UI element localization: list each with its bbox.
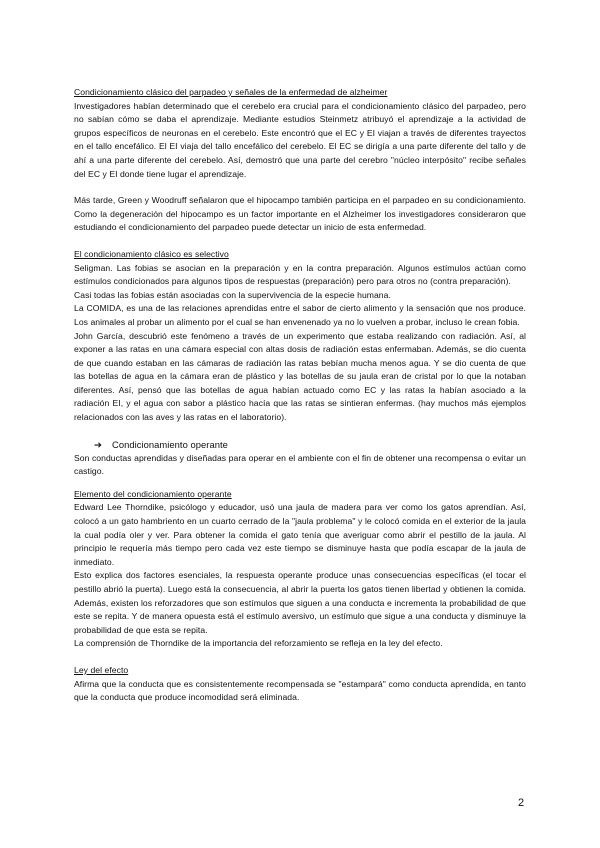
section-heading-eyeblink: Condicionamiento clásico del parpadeo y señales de la enfermedad de alzheimer xyxy=(74,87,388,97)
paragraph-garcia: John García, descubrió este fenómeno a través de un experimento que estaba realizando con radiación. Así, al exponer a las ratas en una cámara especial con altas dosis de radiación estas enfermaban. Además, se dio cuenta de que cuando estaban en las cámaras de radiación las ratas bebían mucha menos agua. Y se dio cuenta de que las botellas de agua en la cámara eran de plástico y las botellas de su jaula eran de cristal por lo que la notaban diferentes. Así, pensó que las botellas de agua habían actuado como EC y las ratas la habían asociado a la radiación EI, y el agua con sabor a plástico hacía que las ratas se sintieran enfermas. (hay muchos más ejemplos relacionados con las aves y las ratas en el laboratorio). xyxy=(74,330,526,423)
paragraph-phobias: Casi todas las fobias están asociadas con la supervivencia de la especie humana. xyxy=(74,289,391,300)
page-number: 2 xyxy=(518,797,525,809)
bullet-operant xyxy=(94,438,526,452)
section-heading-law-of-effect: Ley del efecto xyxy=(74,664,129,675)
paragraph-factors: Esto explica dos factores esenciales, la respuesta operante produce unas consecuencias específicas (el tocar el pestillo abrió la puerta). Luego está la consecuencia, al abrir la puerta los gatos tienen libertad y obtienen la comida. Además, existen los reforzadores que son estímulos que siguen a una conducta e incrementa la probabilidad de que este se repita. Y de manera opuesta está el estímulo aversivo, un estímulo que sigue a una conducta y disminuye la probabilidad de que esta se repita. xyxy=(74,570,526,635)
paragraph-law-reference: La comprensión de Thorndike de la importancia del reforzamiento se refleja en la ley del efecto. xyxy=(74,638,443,649)
paragraph-operant-definition: Son conductas aprendidas y diseñadas para operar en el ambiente con el fin de obtener una recompensa o evitar un castigo. xyxy=(74,452,526,477)
section-heading-element: Elemento del condicionamiento operante xyxy=(74,488,232,499)
page-content xyxy=(74,86,526,705)
bullet-label: Condicionamiento operante xyxy=(112,438,228,450)
paragraph-seligman: Seligman. Las fobias se asocian en la preparación y en la contra preparación. Algunos estímulos actúan como estímulos condicionados para algunos tipos de respuestas (preparación) pero para otros no (contra preparación). xyxy=(74,262,526,287)
paragraph-thorndike: Edward Lee Thorndike, psicólogo y educador, usó una jaula de madera para ver como los gatos aprendían. Así, colocó a un gato hambriento en un cuarto cerrado de la "jaula problema" y le colocó comida en el exterior de la jaula la cual podía oler y ver. Para obtener la comida el gato tenía que averiguar como abrir el pestillo de la jaula. Al principio le requería más tiempo pero cada vez este tiempo se disminuye hasta que podía escapar de la jaula de inmediato. xyxy=(74,502,526,567)
section-heading-selective: El condicionamiento clásico es selectivo xyxy=(74,248,229,259)
paragraph-food: La COMIDA, es una de las relaciones aprendidas entre el sabor de cierto alimento y la sensación que nos produce. Los animales al probar un alimento por el cual se han envenenado ya no lo vuelven a probar, incluso le crean fobia. xyxy=(74,303,526,327)
paragraph-law-of-effect: Afirma que la conducta que es consistentemente recompensada se "estampará" como conducta aprendida, en tanto que la conducta que produce incomodidad será eliminada. xyxy=(74,678,526,703)
paragraph-hippocampus: Más tarde, Green y Woodruff señalaron que el hipocampo también participa en el parpadeo en su condicionamiento. Como la degeneración del hipocampo es un factor importante en el Alzheimer los investigadores consideraron que estudiando el condicionamiento del parpadeo puede detectar un inicio de esta enfermedad. xyxy=(74,195,526,233)
paragraph-steinmetz: Investigadores habían determinado que el cerebelo era crucial para el condicionamiento clásico del parpadeo, pero no sabían cómo se daba el aprendizaje. Mediante estudios Steinmetz atribuyó el aprendizaje a la actividad de grupos específicos de neuronas en el cerebelo. Este encontró que el EC y EI viajan a través de diferentes trayectos en el tallo encefálico. El EI viaja del tallo encefálico del cerebelo. El EC se dirigía a una parte diferente del tallo y de ahí a una parte diferente del cerebelo. Así, demostró que una parte del cerebro "núcleo interpósito" recibe señales del EC y EI donde tiene lugar el aprendizaje. xyxy=(74,100,526,179)
arrow-right-icon: ➔ xyxy=(94,438,102,450)
